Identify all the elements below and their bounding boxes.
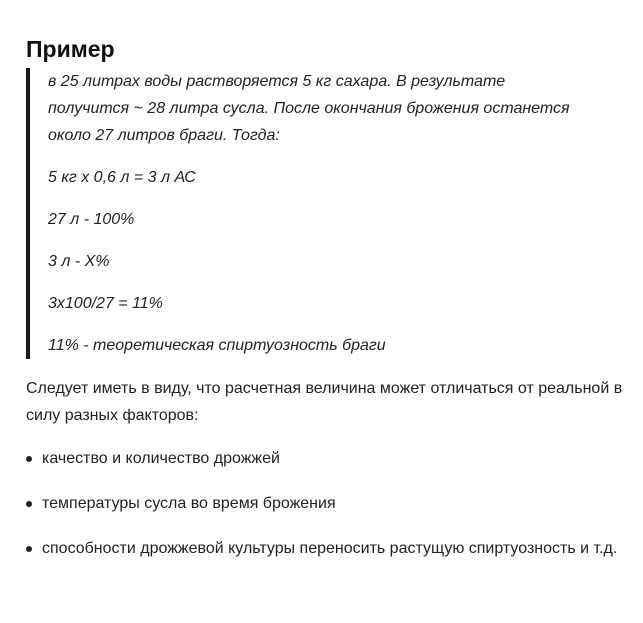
quote-line-formula-1: 5 кг х 0,6 л = 3 л АС: [48, 169, 196, 186]
example-quote: [26, 68, 586, 359]
factors-list: [26, 445, 626, 562]
list-item-text: способности дрожжевой культуры переносить растущую спиртуозность и т.д.: [42, 540, 618, 557]
quote-line-formula-4: 3х100/27 = 11%: [48, 295, 163, 312]
quote-line-formula-2: 27 л - 100%: [48, 211, 135, 228]
section-heading: Пример: [26, 36, 115, 62]
article: [26, 34, 626, 562]
list-item: [26, 445, 626, 472]
quote-line-formula-3: 3 л - Х%: [48, 253, 110, 270]
bullet-icon: [26, 501, 32, 507]
bullet-icon: [26, 546, 32, 552]
quote-line-result: 11% - теоретическая спиртуозность браги: [48, 337, 386, 354]
list-item: [26, 490, 626, 517]
list-item-text: температуры сусла во время брожения: [42, 495, 336, 512]
bullet-icon: [26, 456, 32, 462]
list-item: [26, 535, 626, 562]
note-paragraph: Следует иметь в виду, что расчетная величина может отличаться от реальной в силу разных факторов:: [26, 380, 623, 424]
list-item-text: качество и количество дрожжей: [42, 450, 280, 467]
quote-paragraph-intro: в 25 литрах воды растворяется 5 кг сахара. В результате получится ~ 28 литра сусла. После окончания брожения останется около 27 литров браги. Тогда:: [48, 73, 570, 144]
